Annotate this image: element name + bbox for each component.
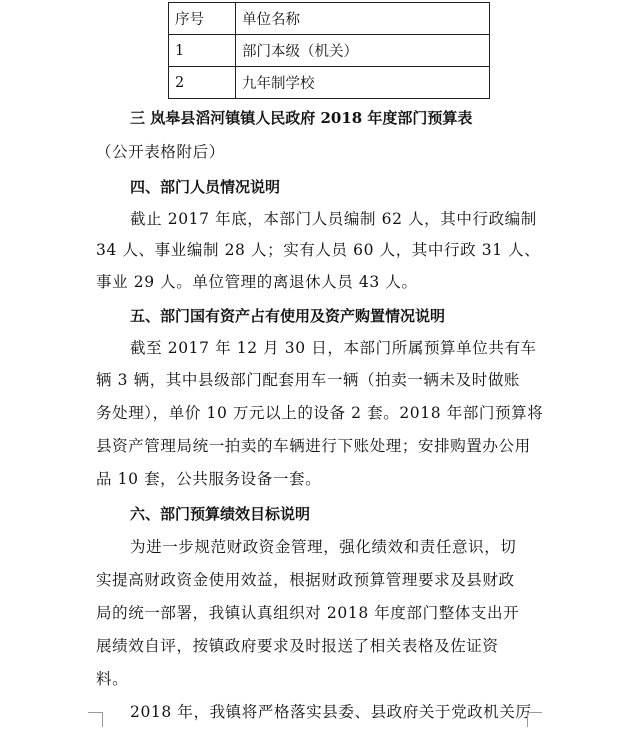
paragraph-line: 截至 2017 年 12 月 30 日，本部门所属预算单位共有车	[130, 339, 537, 357]
paragraph-line: 县资产管理局统一拍卖的车辆进行下账处理；安排购置办公用	[96, 437, 531, 455]
table-row	[169, 67, 490, 99]
paragraph-line: 截止 2017 年底，本部门人员编制 62 人，其中行政编制	[130, 210, 537, 228]
unit-table	[168, 2, 490, 99]
crop-mark-right	[527, 712, 542, 727]
row-no: 1	[169, 35, 236, 67]
table-row	[169, 35, 490, 67]
paragraph-line: 务处理），单价 10 万元以上的设备 2 套。2018 年部门预算将	[96, 404, 544, 422]
row-no: 2	[169, 67, 236, 99]
row-name: 部门本级（机关）	[236, 35, 490, 67]
paragraph-line: 辆 3 辆，其中县级部门配套用车一辆（拍卖一辆未及时做账	[96, 371, 521, 389]
section-5-title: 五、部门国有资产占有使用及资产购置情况说明	[130, 307, 446, 325]
paragraph-line: 实提高财政资金使用效益，根据财政预算管理要求及县财政	[96, 571, 515, 589]
section-4-title: 四、部门人员情况说明	[130, 178, 281, 196]
paragraph-line: 事业 29 人。单位管理的离退休人员 43 人。	[96, 273, 418, 291]
paragraph-line: 展绩效自评，按镇政府要求及时报送了相关表格及佐证资	[96, 637, 499, 655]
row-name: 九年制学校	[236, 67, 490, 99]
paragraph-line: 料。	[96, 670, 129, 688]
paragraph-line: 34 人、事业编制 28 人；实有人员 60 人，其中行政 31 人、	[96, 241, 541, 259]
header-name: 单位名称	[236, 3, 490, 35]
paragraph-line: 2018 年，我镇将严格落实县委、县政府关于党政机关厉	[130, 703, 532, 721]
section-3-note: （公开表格附后）	[96, 143, 225, 161]
table-header-row	[169, 3, 490, 35]
paragraph-line: 为进一步规范财政资金管理，强化绩效和责任意识，切	[130, 538, 517, 556]
header-no: 序号	[169, 3, 236, 35]
section-3-title: 三 岚皋县滔河镇镇人民政府 2018 年度部门预算表	[130, 109, 473, 127]
paragraph-line: 品 10 套，公共服务设备一套。	[96, 470, 322, 488]
crop-mark-left	[88, 712, 103, 727]
section-6-title: 六、部门预算绩效目标说明	[130, 505, 311, 523]
paragraph-line: 局的统一部署，我镇认真组织对 2018 年度部门整体支出开	[96, 604, 520, 622]
